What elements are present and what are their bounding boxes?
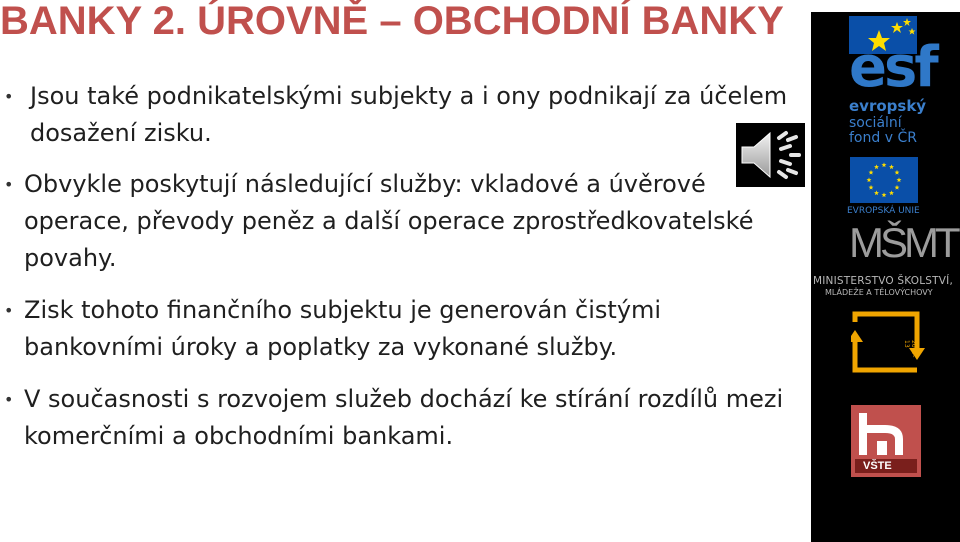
eu-star bbox=[897, 177, 902, 182]
eu-stars-icon bbox=[850, 157, 918, 203]
esf-line3: fond v ČR bbox=[849, 130, 917, 146]
ministry-line1: MINISTERSTVO ŠKOLSTVÍ, bbox=[813, 275, 953, 287]
speaker-icon bbox=[736, 123, 805, 187]
op-program-logo bbox=[851, 310, 931, 374]
slide-title: BANKY 2. ÚROVNĚ – OBCHODNÍ BANKY bbox=[0, 0, 784, 43]
eu-star bbox=[869, 185, 874, 190]
eu-star bbox=[882, 162, 887, 167]
vste-label: VŠTE bbox=[863, 460, 892, 472]
partner-logo-sidebar bbox=[811, 12, 960, 542]
bullet-item-2 bbox=[4, 166, 794, 277]
esf-line2: sociální bbox=[849, 115, 902, 131]
eu-flag-logo bbox=[850, 157, 918, 203]
eu-star bbox=[874, 190, 879, 195]
vste-logo bbox=[851, 405, 921, 477]
eu-label: EVROPSKÁ UNIE bbox=[847, 206, 920, 216]
bullet-text: Zisk tohoto finančního subjektu je generován čistými bankovními úroky a poplatky za vykonané služby. bbox=[24, 296, 662, 361]
eu-star bbox=[889, 164, 894, 169]
eu-star bbox=[874, 164, 879, 169]
eu-star bbox=[889, 190, 894, 195]
audio-button[interactable] bbox=[736, 123, 805, 187]
eu-star bbox=[867, 177, 872, 182]
bullet-item-1 bbox=[4, 78, 794, 152]
bullet-text: Obvykle poskytují následující služby: vkladové a úvěrové operace, převody peněz a další operace zprostředkovatelské povahy. bbox=[24, 170, 754, 272]
bullet-dot: • bbox=[4, 87, 14, 106]
esf-line1: evropský bbox=[849, 97, 927, 115]
op-years-label: 2007-13 bbox=[903, 340, 917, 358]
eu-star bbox=[895, 185, 900, 190]
bullet-text: V současnosti s rozvojem služeb dochází ke stírání rozdílů mezi komerčními a obchodními bankami. bbox=[24, 385, 784, 450]
cycle-arrows-icon bbox=[851, 310, 931, 374]
bullet-dot: • bbox=[4, 175, 14, 194]
bullet-dot: • bbox=[4, 390, 14, 409]
bullet-item-3 bbox=[4, 292, 794, 366]
msmt-logo: MŠMT bbox=[849, 219, 957, 266]
bullet-text: Jsou také podnikatelskými subjekty a i ony podnikají za účelem dosažení zisku. bbox=[30, 82, 788, 147]
bullet-dot: • bbox=[4, 301, 14, 320]
eu-star bbox=[882, 192, 887, 197]
esf-wordmark: esf bbox=[849, 35, 936, 100]
eu-star bbox=[869, 170, 874, 175]
eu-star bbox=[895, 170, 900, 175]
ministry-line2: MLÁDEŽE A TĚLOVÝCHOVY bbox=[825, 288, 933, 297]
bullet-item-4 bbox=[4, 381, 794, 455]
